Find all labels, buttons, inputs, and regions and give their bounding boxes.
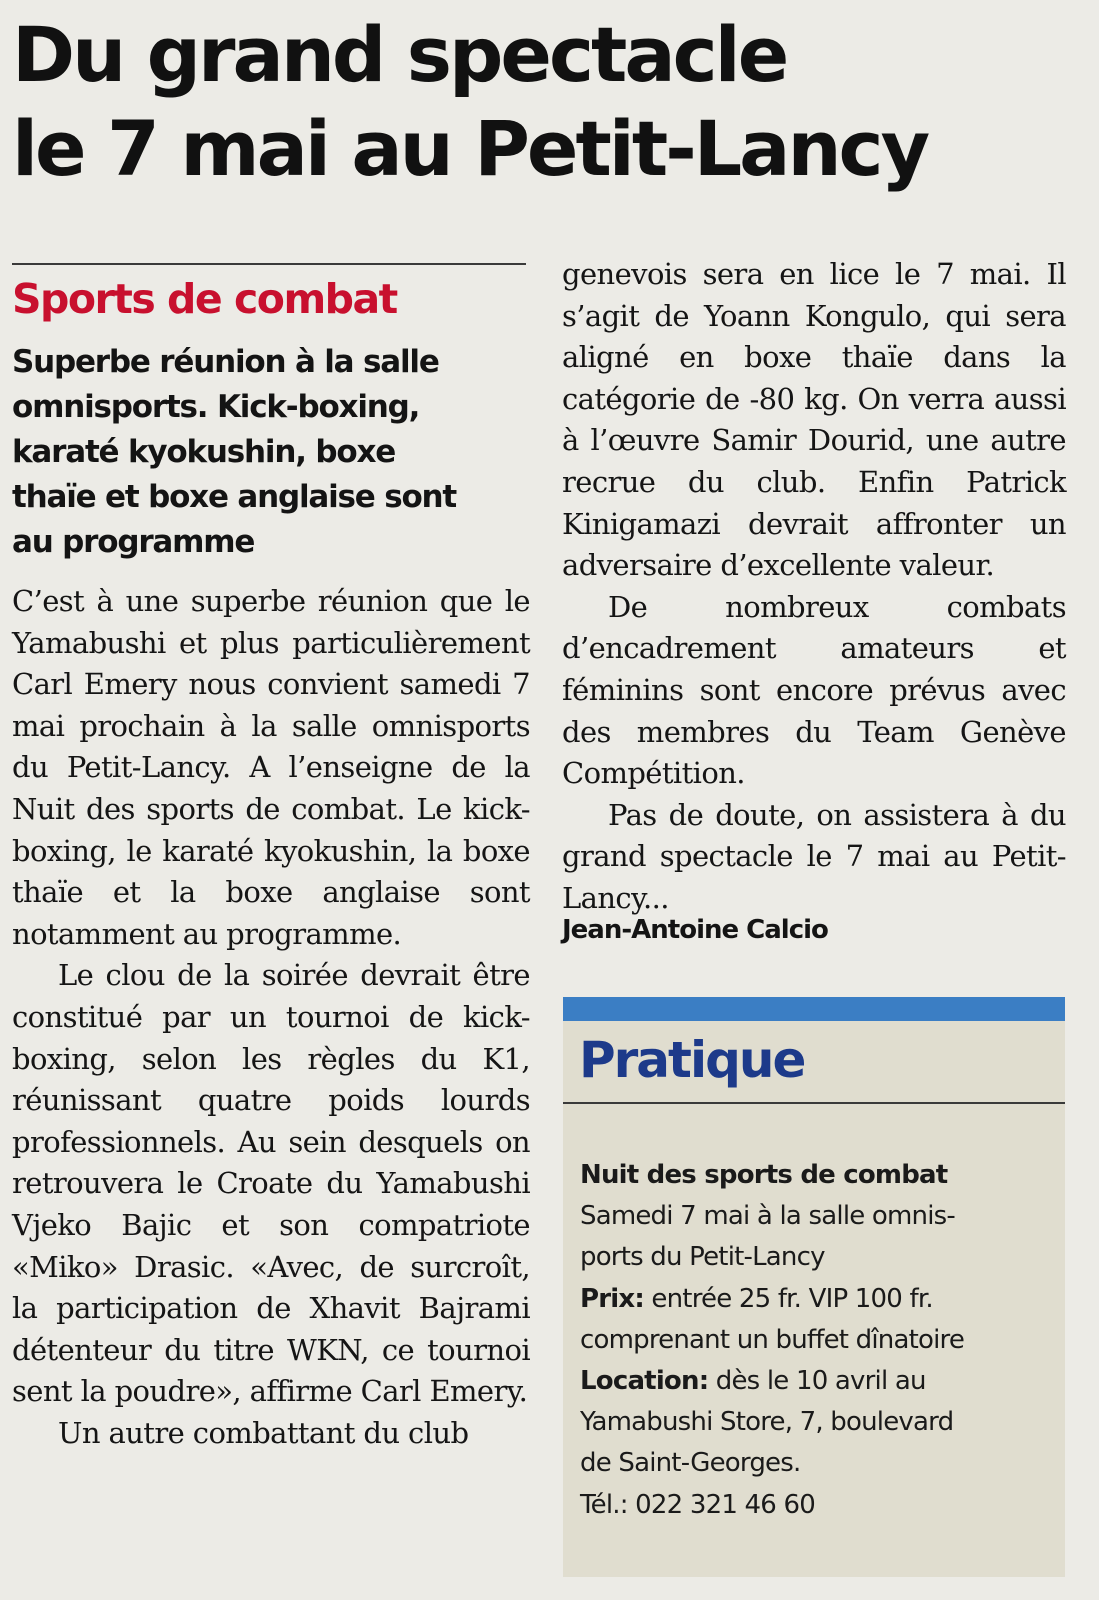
body-paragraph: genevois sera en lice le 7 mai. Il s’agit de Yoann Kongulo, qui sera aligné en boxe thaïe dans la catégorie de -80 kg. On verra aussi à l’œuvre Samir Dourid, une autre recrue du club. Enfin Patrick Kinigamazi devrait affronter un adversaire d’excellente valeur. <box>562 257 1066 583</box>
deck-line: omnisports. Kick-boxing, <box>12 389 420 425</box>
body-column-left <box>12 581 530 1454</box>
headline-line-1: Du grand spectacle <box>12 10 787 99</box>
location-label: Location: <box>580 1366 709 1397</box>
section-rule <box>12 263 526 265</box>
price-label: Prix: <box>580 1283 644 1314</box>
deck-line: thaïe et boxe anglaise sont <box>12 479 457 515</box>
price-detail: comprenant un buffet dînatoire <box>580 1324 965 1355</box>
section-kicker: Sports de combat <box>12 275 397 323</box>
body-paragraph: De nombreux combats d’encadrement amateurs et féminins sont encore prévus avec des membres du Team Genève Compétition. <box>562 589 1066 791</box>
info-box-rule <box>563 1102 1065 1104</box>
location-detail: Yamabushi Store, 7, boulevard <box>580 1407 954 1438</box>
info-box-content <box>580 1155 1060 1526</box>
info-box-title: Pratique <box>579 1031 805 1089</box>
body-paragraph: Pas de doute, on assistera à du grand spectacle le 7 mai au Petit-Lancy... <box>562 797 1066 915</box>
price-value: entrée 25 fr. VIP 100 fr. <box>643 1283 933 1314</box>
article-byline: Jean-Antoine Calcio <box>562 915 828 945</box>
article-headline <box>12 8 1087 196</box>
headline-line-2: le 7 mai au Petit-Lancy <box>12 104 928 193</box>
body-column-right <box>562 254 1066 920</box>
deck-line: karaté kyokushin, boxe <box>12 434 396 470</box>
info-box-accent-bar <box>563 997 1065 1021</box>
phone-number: Tél.: 022 321 46 60 <box>580 1489 815 1520</box>
event-date-line: ports du Petit-Lancy <box>580 1242 825 1273</box>
event-name: Nuit des sports de combat <box>580 1160 948 1190</box>
event-date-line: Samedi 7 mai à la salle omnis- <box>580 1201 955 1232</box>
location-value: dès le 10 avril au <box>708 1366 926 1397</box>
price-line <box>580 1279 1060 1320</box>
location-line <box>580 1361 1060 1402</box>
info-box <box>563 997 1065 1577</box>
article-deck <box>12 340 532 565</box>
body-paragraph: Un autre combattant du club <box>58 1415 469 1450</box>
deck-line: Superbe réunion à la salle <box>12 344 439 380</box>
deck-line: au programme <box>12 524 255 560</box>
location-detail: de Saint-Georges. <box>580 1448 801 1479</box>
body-paragraph: Le clou de la soirée devrait être constitué par un tournoi de kick-boxing, selon les règles du K1, réunissant quatre poids lourds professionnels. Au sein desquels on retrouvera le Croate du Yamabushi Vjeko Bajic et son compatriote «Miko» Drasic. «Avec, de surcroît, la participation de Xhavit Bajrami détenteur du titre WKN, ce tournoi sent la poudre», affirme Carl Emery. <box>12 958 530 1409</box>
body-paragraph: C’est à une superbe réunion que le Yamabushi et plus particulièrement Carl Emery nous convient samedi 7 mai prochain à la salle omnisports du Petit-Lancy. A l’enseigne de la Nuit des sports de combat. Le kick-boxing, le karaté kyokushin, la boxe thaïe et la boxe anglaise sont notamment au programme. <box>12 584 530 951</box>
